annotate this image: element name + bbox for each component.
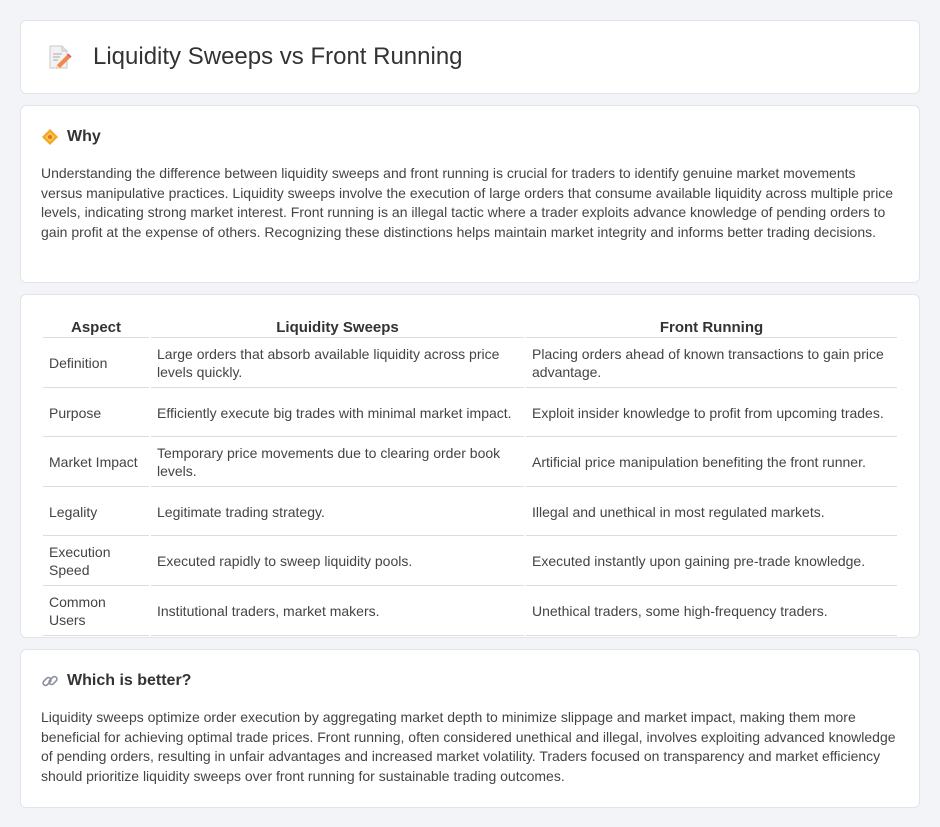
liquidity-sweeps-cell: Executed rapidly to sweep liquidity pools. (151, 536, 524, 586)
why-section (20, 105, 920, 283)
better-title: Which is better? (67, 672, 192, 689)
link-icon (41, 672, 59, 690)
front-running-cell: Executed instantly upon gaining pre-trade knowledge. (526, 536, 897, 586)
comparison-table (41, 317, 899, 636)
why-text: Understanding the difference between liquidity sweeps and front running is crucial for traders to identify genuine market movements versus manipulative practices. Liquidity sweeps involve the execution of large orders that consume available liquidity across multiple price levels, indicating strong market interest. Front running is an illegal tactic where a trader exploits advance knowledge of pending orders to gain profit at the expense of others. Recognizing these distinctions helps maintain market integrity and informs better trading decisions. (41, 165, 894, 240)
aspect-cell: Common Users (43, 586, 149, 636)
table-row (43, 437, 897, 487)
table-row (43, 586, 897, 636)
liquidity-sweeps-cell: Institutional traders, market makers. (151, 586, 524, 636)
why-heading (41, 128, 899, 146)
comparison-table-card (20, 294, 920, 638)
which-is-better-section (20, 649, 920, 808)
front-running-cell: Illegal and unethical in most regulated markets. (526, 487, 897, 536)
table-row (43, 536, 897, 586)
front-running-cell: Placing orders ahead of known transactions to gain price advantage. (526, 338, 897, 388)
aspect-cell: Legality (43, 487, 149, 536)
aspect-cell: Execution Speed (43, 536, 149, 586)
liquidity-sweeps-cell: Efficiently execute big trades with minimal market impact. (151, 388, 524, 437)
front-running-cell: Exploit insider knowledge to profit from upcoming trades. (526, 388, 897, 437)
page-title: Liquidity Sweeps vs Front Running (93, 43, 463, 70)
table-header-row (43, 317, 897, 338)
table-row (43, 338, 897, 388)
front-running-cell: Artificial price manipulation benefiting the front runner. (526, 437, 897, 487)
aspect-cell: Purpose (43, 388, 149, 437)
table-row (43, 487, 897, 536)
liquidity-sweeps-cell: Temporary price movements due to clearing order book levels. (151, 437, 524, 487)
better-text: Liquidity sweeps optimize order execution by aggregating market depth to minimize slippage and market impact, making them more beneficial for achieving optimal trade prices. Front running, often considered unethical and illegal, involves exploiting advanced knowledge of pending orders, resulting in unfair advantages and increased market volatility. Traders focused on transparency and market efficiency should prioritize liquidity sweeps over front running for sustainable trading outcomes. (41, 709, 896, 784)
liquidity-sweeps-cell: Legitimate trading strategy. (151, 487, 524, 536)
memo-pencil-icon (45, 43, 73, 71)
liquidity-sweeps-cell: Large orders that absorb available liquidity across price levels quickly. (151, 338, 524, 388)
front-running-cell: Unethical traders, some high-frequency traders. (526, 586, 897, 636)
why-title: Why (67, 128, 101, 145)
column-header-front-running: Front Running (526, 317, 897, 338)
aspect-cell: Definition (43, 338, 149, 388)
header-card (20, 20, 920, 94)
column-header-liquidity-sweeps: Liquidity Sweeps (151, 317, 524, 338)
table-row (43, 388, 897, 437)
better-heading (41, 672, 899, 690)
aspect-cell: Market Impact (43, 437, 149, 487)
column-header-aspect: Aspect (43, 317, 149, 338)
diamond-icon (41, 128, 59, 146)
